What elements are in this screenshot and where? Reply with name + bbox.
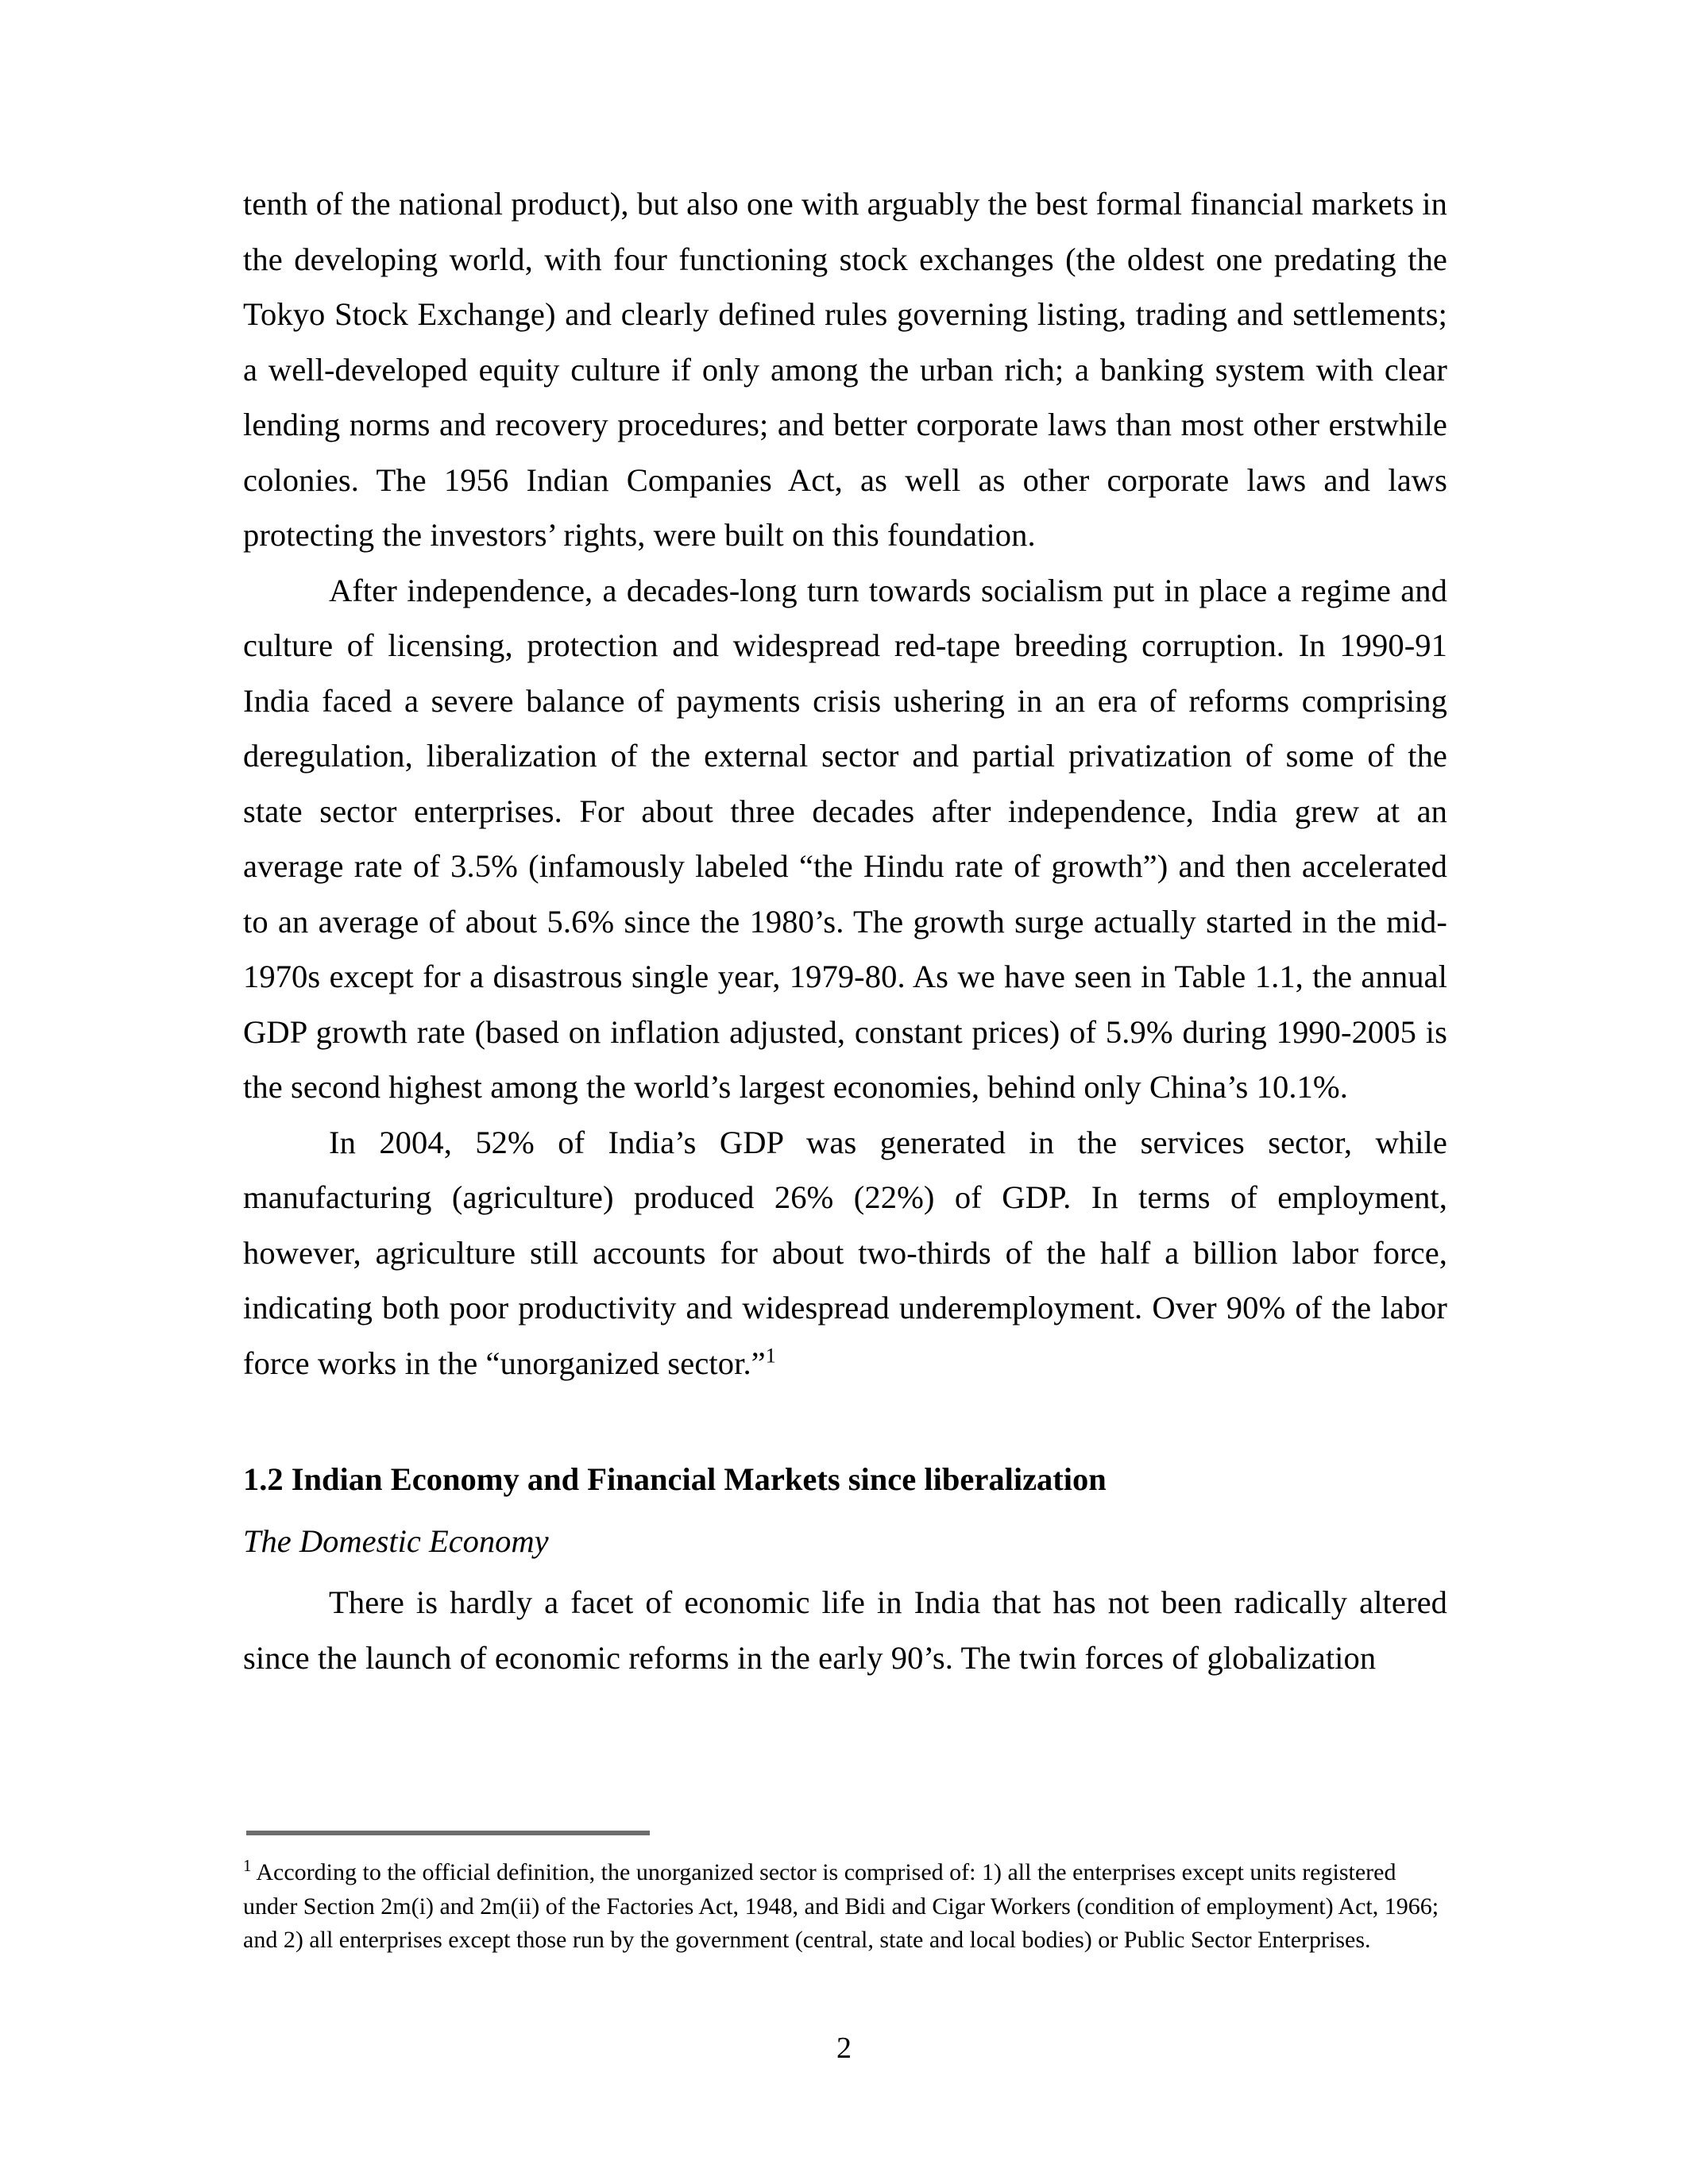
paragraph-in-2004-text: In 2004, 52% of India’s GDP was generated in the services sector, while manufacturing (agriculture) produced 26% (22%) of GDP. In terms of employment, however, agriculture still accounts for about two-thirds of the half a billion labor force, indicating both poor productivity and widespread underemployment. Over 90% of the labor force works in the “unorganized sector.” (243, 1124, 1447, 1381)
footnote-entry (243, 1856, 1447, 1958)
paragraph-after-independence: After independence, a decades-long turn towards socialism put in place a regime and culture of licensing, protection and widespread red-tape breeding corruption. In 1990-91 India faced a severe balance of payments crisis ushering in an era of reforms comprising deregulation, liberalization of the external sector and partial privatization of some of the state sector enterprises. For about three decades after independence, India grew at an average rate of 3.5% (infamously labeled “the Hindu rate of growth”) and then accelerated to an average of about 5.6% since the 1980’s. The growth surge actually started in the mid-1970s except for a disastrous single year, 1979-80. As we have seen in Table 1.1, the annual GDP growth rate (based on inflation adjusted, constant prices) of 5.9% during 1990-2005 is the second highest among the world’s largest economies, behind only China’s 10.1%. (243, 572, 1447, 1105)
paragraph-in-2004 (243, 1115, 1447, 1391)
page-number: 2 (836, 2032, 852, 2065)
paragraph-there-is-hardly: There is hardly a facet of economic life in India that has not been radically altered since the launch of economic reforms in the early 90’s. The twin forces of globalization (243, 1584, 1447, 1676)
footnote-number: 1 (243, 1856, 252, 1875)
paragraph-spacer (243, 1564, 1447, 1575)
section-heading-1-2: 1.2 Indian Economy and Financial Markets since liberalization (243, 1461, 1107, 1497)
footnote-text: According to the official definition, the unorganized sector is comprised of: 1) all the enterprises except units registered under Section 2m(i) and 2m(ii) of the Factories Act, 1948, and Bidi and Cigar Workers (condition of employment) Act, 1966; and 2) all enterprises except those run by the government (central, state and local bodies) or Public Sector Enterprises. (243, 1859, 1439, 1953)
main-text-column (243, 176, 1447, 1685)
paragraph-continued: tenth of the national product), but also one with arguably the best formal financial markets in the developing world, with four functioning stock exchanges (the oldest one predating the Tokyo Stock Exchange) and clearly defined rules governing listing, trading and settlements; a well-developed equity culture if only among the urban rich; a banking system with clear lending norms and recovery procedures; and better corporate laws than most other erstwhile colonies. The 1956 Indian Companies Act, as well as other corporate laws and laws protecting the investors’ rights, were built on this foundation. (243, 186, 1447, 553)
footnote-reference-marker[interactable]: 1 (765, 1344, 776, 1367)
subheading-spacer (243, 1502, 1447, 1519)
subheading-the-domestic-economy: The Domestic Economy (243, 1523, 549, 1559)
footnote-separator-rule (246, 1831, 650, 1835)
heading-spacer (243, 1391, 1447, 1457)
footnote-area (243, 1831, 1447, 1958)
